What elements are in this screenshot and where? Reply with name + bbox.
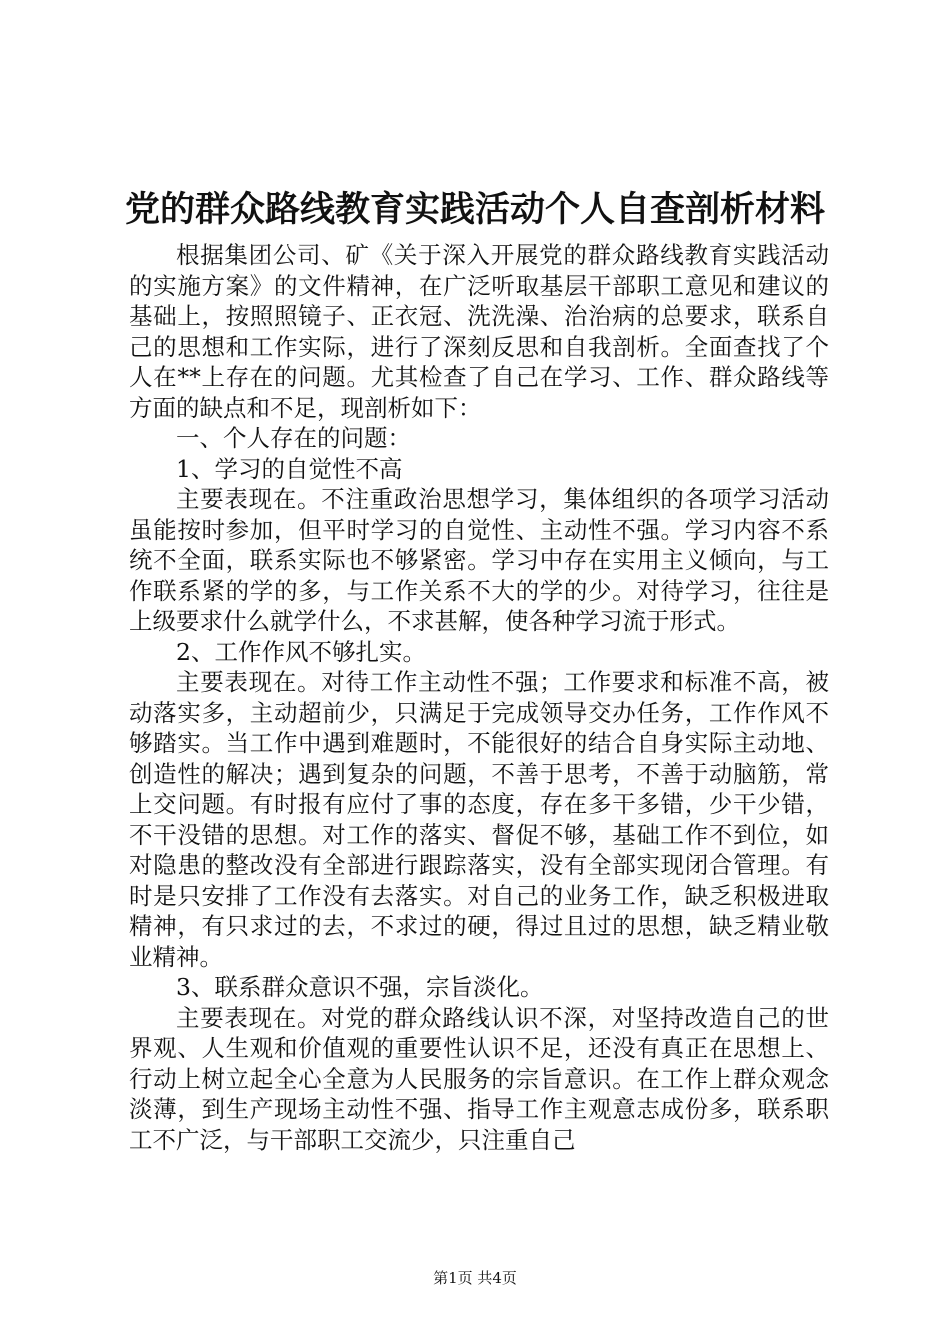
subsection-heading: 1、学习的自觉性不高 [176,454,403,483]
subsection-heading: 2、工作作风不够扎实。 [176,637,426,666]
section-heading: 一、个人存在的问题： [176,424,411,452]
body-paragraph: 主要表现在。对党的群众路线认识不深，对坚持改造自己的世界观、人生观和价值观的重要性认识不足，还没有真正在思想上、行动上树立起全心全意为人民服务的宗旨意识。在工作上群众观念淡薄，到生产现场主动性不强、指导工作主观意志成份多，联系职工不广泛，与干部职工交流少，只注重自己 [129,1003,829,1154]
document-body [129,240,829,1155]
subsection-heading: 3、联系群众意识不强，宗旨淡化。 [176,973,544,1001]
document-title: 党的群众路线教育实践活动个人自查剖析材料 [124,190,825,230]
page-number-footer: 第1页 共4页 [433,1269,517,1287]
body-paragraph: 主要表现在。对待工作主动性不强；工作要求和标准不高，被动落实多，主动超前少，只满足于完成领导交办任务，工作作风不够踏实。当工作中遇到难题时，不能很好的结合自身实际主动地、创造性的解决；遇到复杂的问题，不善于思考，不善于动脑筋，常上交问题。有时报有应付了事的态度，存在多干多错，少干少错，不干没错的思想。对工作的落实、督促不够，基础工作不到位，如对隐患的整改没有全部进行跟踪落实，没有全部实现闭合管理。有时是只安排了工作没有去落实。对自己的业务工作，缺乏积极进取精神，有只求过的去，不求过的硬，得过且过的思想，缺乏精业敬业精神。 [129,668,829,971]
intro-paragraph: 根据集团公司、矿《关于深入开展党的群众路线教育实践活动的实施方案》的文件精神，在广泛听取基层干部职工意见和建议的基础上，按照照镜子、正衣冠、洗洗澡、治治病的总要求，联系自己的思想和工作实际，进行了深刻反思和自我剖析。全面查找了个人在**上存在的问题。尤其检查了自己在学习、工作、群众路线等方面的缺点和不足，现剖析如下： [129,241,829,422]
body-paragraph: 主要表现在。不注重政治思想学习，集体组织的各项学习活动虽能按时参加，但平时学习的自觉性、主动性不强。学习内容不系统不全面，联系实际也不够紧密。学习中存在实用主义倾向，与工作联系紧的学的多，与工作关系不大的学的少。对待学习，往往是上级要求什么就学什么，不求甚解，使各种学习流于形式。 [129,485,829,635]
